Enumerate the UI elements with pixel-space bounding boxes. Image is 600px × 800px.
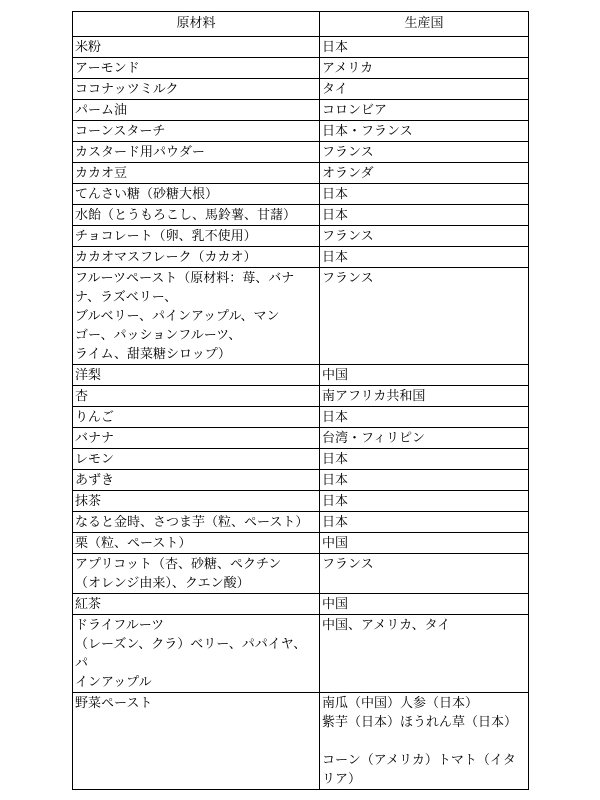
country-cell: 日本 — [320, 247, 529, 268]
country-cell: オランダ — [320, 163, 529, 184]
country-cell: 中国、アメリカ、タイ — [320, 615, 529, 693]
table-row — [73, 365, 529, 386]
material-cell: レモン — [73, 449, 320, 470]
material-cell: カスタード用パウダー — [73, 142, 320, 163]
table-row — [73, 470, 529, 491]
material-cell: てんさい糖（砂糖大根） — [73, 184, 320, 205]
material-cell: 抹茶 — [73, 491, 320, 512]
country-cell: 日本 — [320, 449, 529, 470]
material-cell: フルーツペースト（原材料：苺、バナ ナ、ラズベリー、 ブルベリー、パインアップル、マン ゴー、パッションフルーツ、 ライム、甜菜糖シロップ） — [73, 268, 320, 365]
material-cell: バナナ — [73, 428, 320, 449]
material-cell: カカオ豆 — [73, 163, 320, 184]
material-cell: アーモンド — [73, 58, 320, 79]
table-row — [73, 407, 529, 428]
header-material: 原材料 — [73, 12, 320, 37]
material-cell: 杏 — [73, 386, 320, 407]
material-cell: 紅茶 — [73, 594, 320, 615]
material-cell: 野菜ペースト — [73, 693, 320, 790]
country-cell: フランス — [320, 268, 529, 365]
country-cell: 日本 — [320, 512, 529, 533]
material-cell: なると金時、さつま芋（粒、ペースト） — [73, 512, 320, 533]
country-cell: 日本 — [320, 407, 529, 428]
table-row — [73, 386, 529, 407]
country-cell: 台湾・フィリピン — [320, 428, 529, 449]
table-row — [73, 449, 529, 470]
material-cell: 米粉 — [73, 37, 320, 58]
table-row — [73, 428, 529, 449]
country-cell: 日本 — [320, 37, 529, 58]
material-cell: コーンスターチ — [73, 121, 320, 142]
table-header — [73, 12, 529, 37]
country-cell: 中国 — [320, 365, 529, 386]
material-cell: ココナッツミルク — [73, 79, 320, 100]
country-cell: アメリカ — [320, 58, 529, 79]
table-row — [73, 79, 529, 100]
table-row — [73, 226, 529, 247]
header-country: 生産国 — [320, 12, 529, 37]
table-row — [73, 247, 529, 268]
table-row — [73, 121, 529, 142]
table-row — [73, 58, 529, 79]
table-row — [73, 100, 529, 121]
country-cell: 日本 — [320, 184, 529, 205]
material-cell: チョコレート（卵、乳不使用） — [73, 226, 320, 247]
table-row — [73, 491, 529, 512]
table-row — [73, 594, 529, 615]
country-cell: 日本・フランス — [320, 121, 529, 142]
material-cell: 栗（粒、ペースト） — [73, 533, 320, 554]
material-cell: カカオマスフレーク（カカオ） — [73, 247, 320, 268]
table-row — [73, 37, 529, 58]
country-cell: 南アフリカ共和国 — [320, 386, 529, 407]
table-row — [73, 205, 529, 226]
material-cell: パーム油 — [73, 100, 320, 121]
ingredient-origin-table — [72, 11, 529, 790]
country-cell: タイ — [320, 79, 529, 100]
country-cell: 中国 — [320, 533, 529, 554]
table-row — [73, 693, 529, 790]
country-cell: 日本 — [320, 470, 529, 491]
material-cell: あずき — [73, 470, 320, 491]
table-row — [73, 142, 529, 163]
table-row — [73, 554, 529, 594]
header-row — [73, 12, 529, 37]
table-body — [73, 37, 529, 790]
table-row — [73, 268, 529, 365]
material-cell: りんご — [73, 407, 320, 428]
material-cell: 洋梨 — [73, 365, 320, 386]
country-cell: コロンビア — [320, 100, 529, 121]
table-row — [73, 163, 529, 184]
country-cell: フランス — [320, 142, 529, 163]
material-cell: ドライフルーツ （レーズン、クラ）ベリー、パパイヤ、パ インアップル — [73, 615, 320, 693]
table-row — [73, 615, 529, 693]
table-row — [73, 533, 529, 554]
country-cell: 南瓜（中国）人参（日本） 紫芋（日本）ほうれん草（日本） コーン（アメリカ）トマト（イタリア） — [320, 693, 529, 790]
material-cell: 水飴（とうもろこし、馬鈴薯、甘藷） — [73, 205, 320, 226]
table-row — [73, 512, 529, 533]
country-cell: 中国 — [320, 594, 529, 615]
country-cell: フランス — [320, 554, 529, 594]
country-cell: フランス — [320, 226, 529, 247]
country-cell: 日本 — [320, 491, 529, 512]
material-cell: アプリコット（杏、砂糖、ペクチン （オレンジ由来）、クエン酸） — [73, 554, 320, 594]
table-row — [73, 184, 529, 205]
country-cell: 日本 — [320, 205, 529, 226]
